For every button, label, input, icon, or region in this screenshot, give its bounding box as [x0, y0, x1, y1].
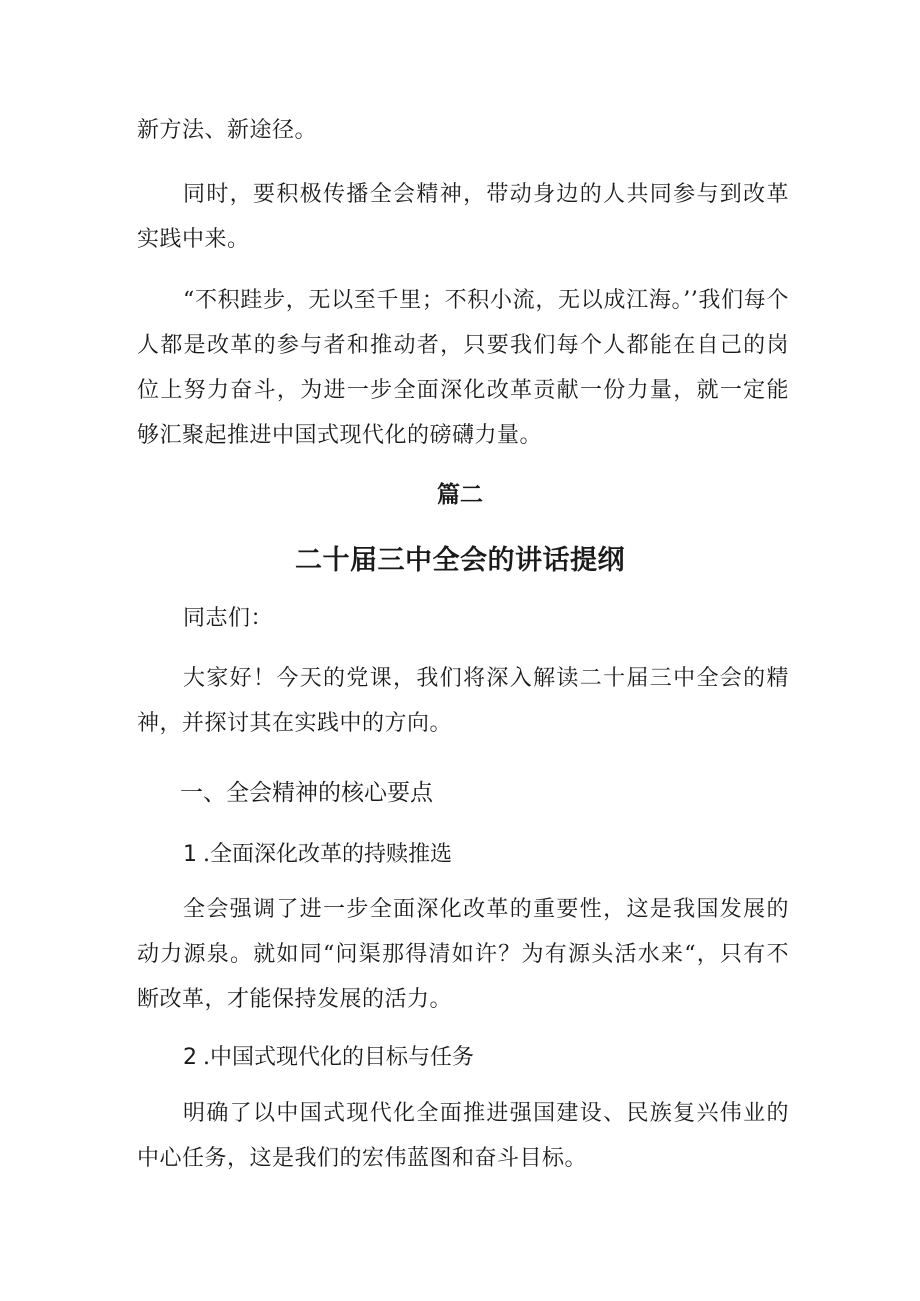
paragraph-continuation: 新方法、新途径。 [137, 118, 318, 143]
paragraph-intro: 大家好！今天的党课，我们将深入解读二十届三中全会的精神，并探讨其在实践中的方向。 [137, 666, 789, 736]
heading-level-1: 一、全会精神的核心要点 [180, 780, 433, 806]
heading-number: 2 [183, 1045, 197, 1070]
document-title: 二十届三中全会的讲话提纲 [295, 545, 625, 576]
heading-level-2-item-1 [183, 837, 452, 868]
paragraph-quote: “不积跬步，无以至千里；不积小流，无以成江海。’’我们每个人都是改革的参与者和推动者，只要我们每个人都能在自己的岗位上努力奋斗，为进一步全面深化改革贡献一份力量，就一定能够汇聚起推进中国式现代化的磅礴力量。 [137, 288, 789, 448]
heading-level-2-item-2 [183, 1040, 474, 1071]
greeting: 同志们： [183, 606, 274, 631]
section-label: 篇二 [437, 482, 483, 508]
paragraph-reform: 全会强调了进一步全面深化改革的重要性，这是我国发展的动力源泉。就如同“问渠那得清如许？为有源头活水来“，只有不断改革，才能保持发展的活力。 [137, 897, 789, 1012]
paragraph-spread-spirit: 同时，要积极传播全会精神，带动身边的人共同参与到改革实践中来。 [137, 182, 789, 252]
heading-text: .全面深化改革的持赎推选 [203, 842, 452, 867]
paragraph-modernization: 明确了以中国式现代化全面推进强国建设、民族复兴伟业的中心任务，这是我们的宏伟蓝图和奋斗目标。 [137, 1101, 789, 1171]
heading-number: 1 [183, 842, 197, 867]
heading-text: .中国式现代化的目标与任务 [203, 1045, 474, 1070]
